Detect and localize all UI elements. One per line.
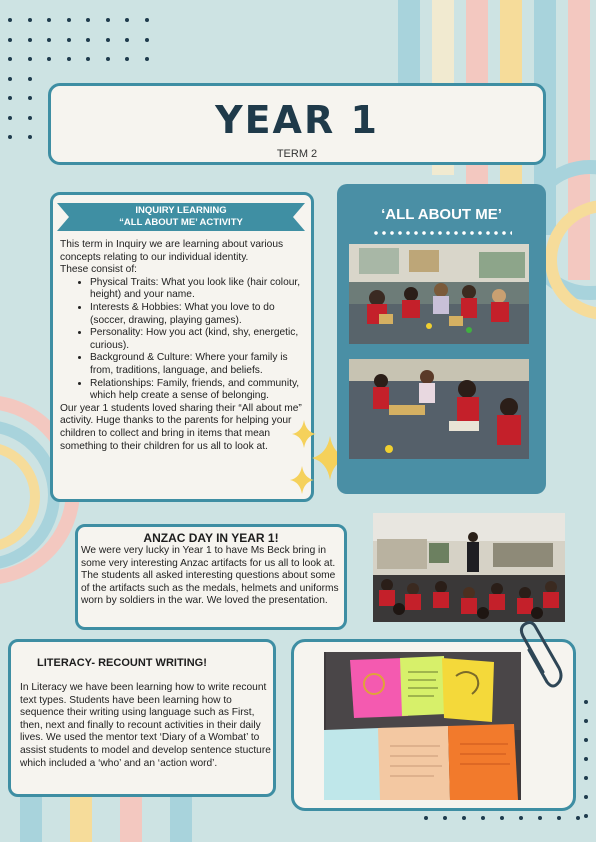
decor-dot bbox=[47, 57, 51, 61]
decor-dot bbox=[28, 57, 32, 61]
decor-dot bbox=[584, 757, 588, 761]
decor-dot bbox=[8, 116, 12, 120]
inquiry-card bbox=[50, 192, 314, 502]
decor-dot bbox=[8, 57, 12, 61]
decor-dot bbox=[125, 57, 129, 61]
photo-recount-writing bbox=[324, 652, 521, 800]
decor-dot bbox=[462, 816, 466, 820]
decor-stripe bbox=[170, 795, 192, 842]
anzac-text: We were very lucky in Year 1 to have Ms Beck bring in some very interesting Anzac artifacts for us all to look at. The students all asked interesting questions about some of the artifacts such as the medals, helmets and uniforms worn by soldiers in the war. We loved the presentation. bbox=[81, 545, 339, 607]
photo-anzac bbox=[373, 513, 565, 622]
literacy-title: LITERACY- RECOUNT WRITING! bbox=[37, 657, 207, 669]
anzac-title: ANZAC DAY IN YEAR 1! bbox=[143, 531, 279, 545]
decor-dot bbox=[500, 816, 504, 820]
decor-stripe bbox=[120, 795, 142, 842]
decor-dot bbox=[584, 776, 588, 780]
inquiry-heading-line1: INQUIRY LEARNING bbox=[135, 205, 227, 216]
decor-dot bbox=[584, 795, 588, 799]
decor-dot bbox=[86, 57, 90, 61]
inquiry-body bbox=[60, 239, 310, 453]
literacy-card bbox=[8, 639, 276, 797]
decor-dot bbox=[125, 38, 129, 42]
decor-dot bbox=[584, 814, 588, 818]
decor-dot bbox=[28, 135, 32, 139]
decor-dot bbox=[8, 77, 12, 81]
decor-dot bbox=[28, 116, 32, 120]
decor-dot bbox=[106, 57, 110, 61]
decor-dot bbox=[67, 38, 71, 42]
inquiry-intro: This term in Inquiry we are learning about various concepts relating to our individual identity. bbox=[60, 239, 284, 263]
decor-dot bbox=[584, 700, 588, 704]
decor-dot bbox=[86, 18, 90, 22]
paperclip-icon bbox=[515, 620, 565, 690]
page-subtitle: TERM 2 bbox=[276, 148, 318, 160]
decor-dot bbox=[576, 816, 580, 820]
decor-dot bbox=[106, 18, 110, 22]
decor-dot bbox=[28, 77, 32, 81]
decor-dot bbox=[519, 816, 523, 820]
decor-dot bbox=[47, 18, 51, 22]
decor-dot bbox=[145, 38, 149, 42]
list-item: • Personality: How you act (kind, shy, energetic, curious). bbox=[90, 327, 310, 352]
decor-dot bbox=[28, 38, 32, 42]
inquiry-heading-ribbon bbox=[69, 203, 293, 231]
page-title: YEAR 1 bbox=[215, 98, 379, 142]
decor-dot bbox=[538, 816, 542, 820]
decor-dot bbox=[557, 816, 561, 820]
decor-dot bbox=[443, 816, 447, 820]
decor-dot bbox=[67, 18, 71, 22]
gallery-divider bbox=[372, 231, 512, 235]
list-item: • Relationships: Family, friends, and community, which help create a sense of belonging. bbox=[90, 378, 310, 403]
decor-dot bbox=[28, 96, 32, 100]
gallery-title: ‘ALL ABOUT ME’ bbox=[381, 206, 502, 223]
decor-stripe bbox=[20, 795, 42, 842]
decor-dot bbox=[145, 57, 149, 61]
decor-dot bbox=[145, 18, 149, 22]
list-item: • Interests & Hobbies: What you love to do (soccer, drawing, playing games). bbox=[90, 302, 310, 327]
list-item: • Background & Culture: Where your family is from, traditions, language, and beliefs. bbox=[90, 352, 310, 377]
header-card bbox=[48, 83, 546, 165]
decor-dot bbox=[8, 18, 12, 22]
decor-dot bbox=[424, 816, 428, 820]
decor-dot bbox=[584, 738, 588, 742]
decor-dot bbox=[86, 38, 90, 42]
anzac-card bbox=[75, 524, 347, 630]
decor-dot bbox=[8, 135, 12, 139]
photo-all-about-me-1 bbox=[349, 244, 529, 344]
literacy-text: In Literacy we have been learning how to write recount text types. Students have been learning how to sequence their writing using language such as First, then, next and finally to recount activities in their daily lives. We used the mentor text ‘Diary of a Wombat’ to assist students to model and develop sentence stucture which included a ‘who’ and an ‘action word’. bbox=[20, 682, 271, 769]
inquiry-closing: Our year 1 students loved sharing their “All about me” activity. Huge thanks to the parents for helping your children to collect and bring in items that mean something to their children for us all to look at. bbox=[60, 402, 302, 452]
inquiry-list bbox=[60, 277, 310, 403]
inquiry-consist: These consist of: bbox=[60, 264, 138, 276]
gallery-panel bbox=[337, 184, 546, 494]
decor-dot bbox=[8, 96, 12, 100]
list-item: • Physical Traits: What you look like (hair colour, height) and your name. bbox=[90, 277, 310, 302]
photo-all-about-me-2 bbox=[349, 359, 529, 459]
decor-dot bbox=[47, 38, 51, 42]
decor-dot bbox=[67, 57, 71, 61]
decor-dot bbox=[8, 38, 12, 42]
decor-dot bbox=[481, 816, 485, 820]
inquiry-heading-line2: “ALL ABOUT ME’ ACTIVITY bbox=[119, 217, 243, 228]
decor-dot bbox=[125, 18, 129, 22]
decor-dot bbox=[28, 18, 32, 22]
decor-dot bbox=[106, 38, 110, 42]
decor-stripe bbox=[70, 795, 92, 842]
decor-dot bbox=[584, 719, 588, 723]
